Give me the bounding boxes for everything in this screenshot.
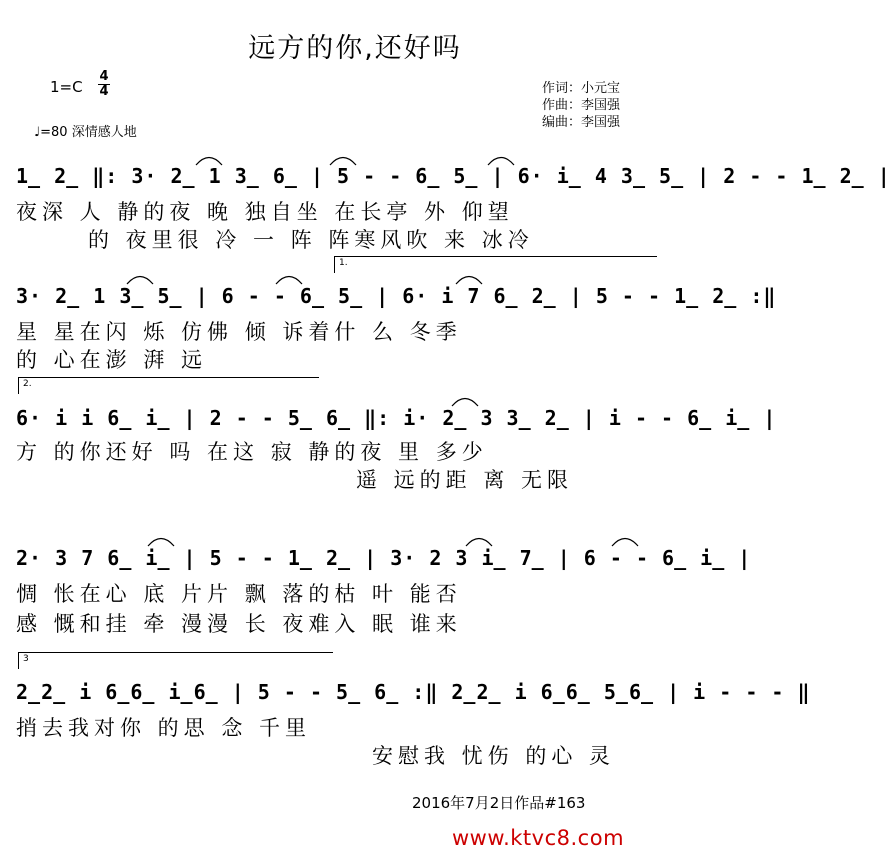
volta-bracket: 2.	[18, 377, 319, 394]
composer-credit: 作曲：李国强	[542, 98, 621, 113]
volta-bracket: 3	[18, 652, 333, 669]
notation-line: 2̲2̲ i 6̲6̲ i̲6̲ | 5 - - 5̲ 6̲ :‖ 2̲2̲ i 6̲6̲ 5̲6̲ | i - - - ‖	[16, 680, 811, 704]
lyric-line: 的 夜里很 冷 一 阵 阵寒风吹 来 冰冷	[88, 228, 534, 252]
song-title: 远方的你,还好吗	[248, 33, 462, 64]
time-signature-bottom: 4	[99, 84, 109, 99]
tempo-marking: ♩=80 深情感人地	[34, 125, 137, 140]
lyric-line: 方 的你还好 吗 在这 寂 静的夜 里 多少	[16, 440, 488, 464]
lyric-line: 捎去我对你 的思 念 千里	[16, 716, 312, 740]
lyric-line: 星 星在闪 烁 仿佛 倾 诉着什 么 冬季	[16, 320, 462, 344]
time-signature-top: 4	[99, 69, 109, 84]
notation-line: 1̲ 2̲ ‖: 3· 2̲ 1 3̲ 6̲ | 5 - - 6̲ 5̲ | 6· i̲ 4 3̲ 5̲ | 2 - - 1̲ 2̲ |	[16, 164, 891, 188]
notation-line: 6· i i 6̲ i̲ | 2 - - 5̲ 6̲ ‖: i· 2̲ 3 3̲ 2̲ | i - - 6̲ i̲ |	[16, 406, 777, 430]
key-signature: 1=C	[50, 78, 83, 96]
lyric-line: 安慰我 忧伤 的心 灵	[372, 744, 616, 768]
lyric-line: 夜深 人 静的夜 晚 独自坐 在长亭 外 仰望	[16, 200, 514, 224]
lyric-line: 惆 怅在心 底 片片 飘 落的枯 叶 能否	[16, 582, 462, 606]
notation-line: 3· 2̲ 1 3̲ 5̲ | 6 - - 6̲ 5̲ | 6· i 7 6̲ 2̲ | 5 - - 1̲ 2̲ :‖	[16, 284, 777, 308]
volta-bracket: 1.	[334, 256, 657, 273]
lyric-line: 遥 远的距 离 无限	[356, 468, 574, 492]
lyricist-credit: 作词：小元宝	[542, 81, 621, 96]
footer-date: 2016年7月2日作品#163	[412, 794, 586, 812]
lyric-line: 感 慨和挂 牵 漫漫 长 夜难入 眠 谁来	[16, 612, 462, 636]
site-watermark: www.ktvc8.com	[452, 826, 625, 850]
arranger-credit: 编曲：李国强	[542, 115, 621, 130]
lyric-line: 的 心在澎 湃 远	[16, 348, 208, 372]
notation-line: 2· 3 7 6̲ i̲ | 5 - - 1̲ 2̲ | 3· 2 3 i̲ 7̲ | 6 - - 6̲ i̲ |	[16, 546, 752, 570]
